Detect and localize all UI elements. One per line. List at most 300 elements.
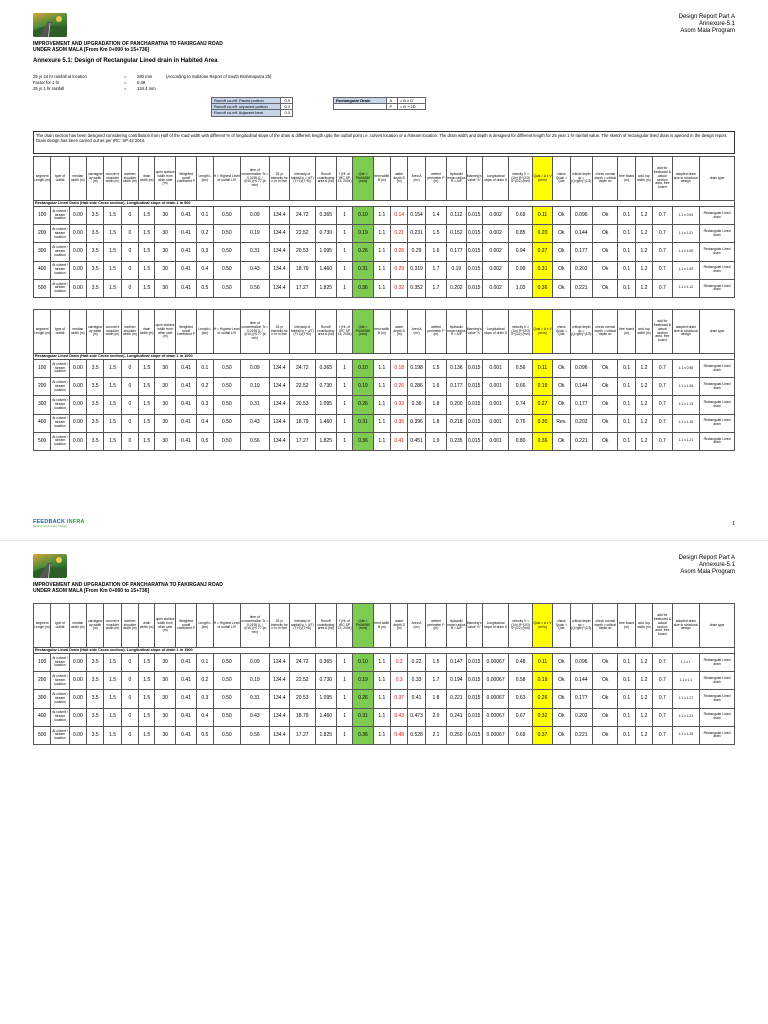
cell-highest-level: 0.50: [213, 396, 241, 414]
cell-intensity-25yr: 134.4: [269, 225, 289, 243]
cell-concrete-shoulder: 1.5: [104, 243, 121, 261]
table-row: [34, 690, 735, 708]
column-header-best-width: best width B (m): [373, 310, 390, 354]
cell-intensity-25yr: 134.4: [269, 432, 289, 450]
cell-critical-depth: 0.096: [570, 207, 592, 225]
column-header-adopted-size: adopted drain size in structural design: [672, 157, 700, 201]
report-header: [679, 14, 735, 36]
cell-best-width: 1.1: [373, 261, 390, 279]
project-line-2: UNDER ASOM MALA [From Km 0+000 to 15+736]: [33, 588, 150, 594]
column-header-qcal: Qcal = A x V (m³/s): [532, 157, 552, 201]
cell-velocity: 0.58: [509, 672, 532, 690]
header-line: Annexure-5.1: [698, 562, 735, 569]
formula-p-eq: = B + 2D: [397, 104, 425, 110]
cell-free-board: 0.1: [618, 261, 635, 279]
column-header-runoff-area: Runoff contributing area A (ha): [315, 310, 336, 354]
cell-velocity: 0.76: [509, 414, 532, 432]
table-row: [34, 414, 735, 432]
column-header-outfall-type: type of outfall: [51, 604, 69, 648]
cell-check-q: Ok: [553, 432, 570, 450]
cell-open-surface: 30: [155, 690, 175, 708]
cell-free-board: 0.1: [618, 207, 635, 225]
cell-water-depth: 0.2: [391, 654, 408, 672]
cell-carriageway-width: 3.5: [87, 432, 104, 450]
cell-segment-length: 300: [34, 690, 51, 708]
column-header-qcal: Qcal = A x V (m³/s): [532, 604, 552, 648]
cell-time-concentration: 0.31: [241, 690, 270, 708]
cell-hydraulic-radius: 0.241: [447, 708, 466, 726]
cell-qcal: 0.31: [532, 261, 552, 279]
cell-length-km: 0.4: [197, 261, 213, 279]
cell-manning-n: 0.015: [466, 432, 482, 450]
column-header-median-width: median width (m): [69, 604, 86, 648]
column-header-concrete-shoulder: concret e shoulder width (m): [104, 157, 121, 201]
cell-velocity: 0.69: [509, 207, 532, 225]
cell-earthen-shoulder: 0: [121, 261, 138, 279]
rainfall-1hr-eq: =: [124, 86, 127, 91]
cell-median-width: 0.00: [69, 396, 86, 414]
column-header-hydraulic-radius: hydraulic mean radius R = A/P: [447, 310, 466, 354]
column-header-free-board: free board (m): [618, 310, 635, 354]
cell-wetted-perimeter: 1.9: [425, 432, 446, 450]
cell-velocity: 1.03: [509, 279, 532, 297]
cell-long-slope: 0.00067: [482, 672, 509, 690]
column-header-drain-type: drain type: [700, 157, 735, 201]
cell-median-width: 0.00: [69, 207, 86, 225]
cell-area: 0.352: [408, 279, 425, 297]
cell-outfall-type: At culvert / stream location: [51, 414, 69, 432]
cell-segment-length: 500: [34, 432, 51, 450]
runoff-value: 0.3: [280, 110, 292, 116]
cell-f-factor: 1: [336, 378, 352, 396]
cell-highest-level: 0.50: [213, 690, 241, 708]
cell-outfall-type: At culvert / stream location: [51, 207, 69, 225]
cell-qcal: 0.11: [532, 360, 552, 378]
project-title: [33, 582, 223, 594]
cell-area: 0.41: [408, 690, 425, 708]
asom-mala-logo: [33, 13, 67, 37]
section-title: Rectangular Lined Drain (Hait side Cross section)- Longitudinal slope of drain 1 in 1500: [34, 648, 735, 654]
cell-long-slope: 0.00067: [482, 690, 509, 708]
column-header-drain-width: drain width (m): [139, 604, 155, 648]
cell-critical-depth: 0.177: [570, 396, 592, 414]
cell-qcal: 0.36: [532, 432, 552, 450]
cell-runoff-area: 0.365: [315, 360, 336, 378]
cell-open-surface: 30: [155, 243, 175, 261]
cell-time-concentration: 0.19: [241, 378, 270, 396]
cell-free-board: 0.1: [618, 690, 635, 708]
cell-check-depth: Ok: [592, 396, 618, 414]
table-header-row: [34, 604, 735, 648]
cell-runoff-coeff: 0.41: [175, 360, 196, 378]
cell-runoff-area: 1.825: [315, 726, 336, 744]
cell-add-top-width: 1.2: [635, 207, 652, 225]
cell-add-top-width: 1.2: [635, 708, 652, 726]
cell-free-board: 0.1: [618, 672, 635, 690]
cell-adopted-size: 1.1 x 1.12: [672, 279, 700, 297]
drain-design-table-1: [33, 156, 735, 298]
cell-length-km: 0.1: [197, 360, 213, 378]
cell-drain-type: Rectangular Lined drain: [700, 726, 735, 744]
cell-manning-n: 0.015: [466, 261, 482, 279]
cell-critical-depth: 0.144: [570, 378, 592, 396]
cell-qcal: 0.30: [532, 414, 552, 432]
cell-rainfall-intensity: 22.52: [290, 225, 316, 243]
cell-water-depth: 0.33: [391, 396, 408, 414]
cell-add-top-width: 1.2: [635, 654, 652, 672]
cell-free-board: 0.1: [618, 432, 635, 450]
cell-intensity-25yr: 134.4: [269, 243, 289, 261]
cell-qde: 0.36: [353, 726, 373, 744]
cell-qde: 0.31: [353, 414, 373, 432]
cell-length-km: 0.5: [197, 726, 213, 744]
cell-manning-n: 0.015: [466, 225, 482, 243]
cell-drain-type: Rectangular Lined drain: [700, 432, 735, 450]
cell-velocity: 0.85: [509, 225, 532, 243]
cell-open-surface: 30: [155, 726, 175, 744]
cell-runoff-coeff: 0.41: [175, 378, 196, 396]
cell-length-km: 0.1: [197, 654, 213, 672]
cell-best-width: 1.1: [373, 672, 390, 690]
column-header-qde: Qde = PIcAf/360 (m³/s): [353, 310, 373, 354]
cell-intensity-25yr: 134.4: [269, 726, 289, 744]
cell-water-depth: 0.14: [391, 207, 408, 225]
cell-outfall-type: At culvert / stream location: [51, 726, 69, 744]
cell-median-width: 0.00: [69, 243, 86, 261]
cell-time-concentration: 0.31: [241, 396, 270, 414]
table-row: [34, 243, 735, 261]
column-header-check-q: check Qcalc > Qde: [553, 157, 570, 201]
cell-open-surface: 30: [155, 396, 175, 414]
cell-manning-n: 0.015: [466, 396, 482, 414]
cell-qde: 0.19: [353, 672, 373, 690]
cell-drain-width: 1.5: [139, 396, 155, 414]
cell-free-board: 0.1: [618, 396, 635, 414]
cell-qde: 0.26: [353, 243, 373, 261]
cell-critical-depth: 0.096: [570, 360, 592, 378]
column-header-water-depth: water depth D (m): [391, 157, 408, 201]
cell-manning-n: 0.015: [466, 207, 482, 225]
cell-intensity-25yr: 134.4: [269, 414, 289, 432]
cell-concrete-shoulder: 1.5: [104, 261, 121, 279]
formula-p: P: [387, 104, 397, 110]
column-header-add-freeboard: add for freeboard & actual section area, free board: [653, 604, 672, 648]
cell-wetted-perimeter: 2.0: [425, 708, 446, 726]
column-header-check-depth: check normal depth > critical depth dc: [592, 604, 618, 648]
cell-intensity-25yr: 134.4: [269, 261, 289, 279]
cell-earthen-shoulder: 0: [121, 690, 138, 708]
cell-highest-level: 0.50: [213, 243, 241, 261]
cell-carriageway-width: 3.5: [87, 672, 104, 690]
cell-intensity-25yr: 134.4: [269, 654, 289, 672]
cell-carriageway-width: 3.5: [87, 378, 104, 396]
cell-check-q: Ok: [553, 654, 570, 672]
cell-hydraulic-radius: 0.136: [447, 360, 466, 378]
column-header-manning-n: Manning's value "n": [466, 604, 482, 648]
column-header-wetted-perimeter: wetted perimeter P (m): [425, 604, 446, 648]
brand-tagline: Building Communities Globally: [33, 525, 67, 528]
cell-length-km: 0.3: [197, 396, 213, 414]
cell-qcal: 0.19: [532, 378, 552, 396]
feedback-infra-logo: [33, 519, 85, 528]
cell-median-width: 0.00: [69, 360, 86, 378]
cell-qcal: 0.32: [532, 708, 552, 726]
column-header-concrete-shoulder: concret e shoulder width (m): [104, 310, 121, 354]
cell-length-km: 0.2: [197, 672, 213, 690]
cell-segment-length: 500: [34, 726, 51, 744]
cell-earthen-shoulder: 0: [121, 708, 138, 726]
cell-drain-width: 1.5: [139, 414, 155, 432]
design-note-paragraph: The drain section has been designed considering contribution from Half of the road width with different % of longitudinal slope of the drain & different length upto the outfall point i.e. culvert location or a /stream location. The drain width and depth is designed for different length for 25 year 1 hr rainfall value. The sketch of rectangular lined drain is apecied in the design report. Drain design has been carried out as per IRC: SP:42:2014.: [33, 131, 735, 154]
column-header-long-slope: Longitudinal slope of drain S: [482, 604, 509, 648]
cell-velocity: 0.63: [509, 690, 532, 708]
cell-carriageway-width: 3.5: [87, 207, 104, 225]
cell-time-concentration: 0.19: [241, 225, 270, 243]
column-header-critical-depth: critical depth dc = (Q²/gB²)^(1/3): [570, 310, 592, 354]
cell-qde: 0.26: [353, 396, 373, 414]
cell-median-width: 0.00: [69, 672, 86, 690]
cell-adopted-size: 1.1 x 1: [672, 654, 700, 672]
cell-runoff-area: 1.460: [315, 708, 336, 726]
cell-f-factor: 1: [336, 396, 352, 414]
cell-hydraulic-radius: 0.152: [447, 225, 466, 243]
cell-earthen-shoulder: 0: [121, 414, 138, 432]
column-header-outfall-type: type of outfall: [51, 157, 69, 201]
cell-highest-level: 0.50: [213, 654, 241, 672]
cell-highest-level: 0.50: [213, 414, 241, 432]
cell-long-slope: 0.00067: [482, 654, 509, 672]
cell-earthen-shoulder: 0: [121, 360, 138, 378]
cell-add-freeboard: 0.7: [653, 243, 672, 261]
table-row: [34, 708, 735, 726]
cell-rainfall-intensity: 18.79: [290, 708, 316, 726]
cell-add-top-width: 1.2: [635, 243, 652, 261]
cell-add-freeboard: 0.7: [653, 360, 672, 378]
cell-open-surface: 30: [155, 279, 175, 297]
cell-drain-type: Rectangular Lined drain: [700, 207, 735, 225]
column-header-rainfall-intensity: Intensity of rainfall Ic = (i/T)(T+1)/(T+tc): [290, 157, 316, 201]
column-header-length-km: Length L (km): [197, 310, 213, 354]
cell-best-width: 1.1: [373, 654, 390, 672]
cell-runoff-area: 1.460: [315, 261, 336, 279]
cell-drain-type: Rectangular Lined drain: [700, 414, 735, 432]
header-line: Design Report Part A: [678, 555, 735, 561]
cell-free-board: 0.1: [618, 726, 635, 744]
column-header-qde: Qde = PIcAf/360 (m³/s): [353, 604, 373, 648]
cell-long-slope: 0.001: [482, 378, 509, 396]
cell-open-surface: 30: [155, 672, 175, 690]
cell-manning-n: 0.015: [466, 243, 482, 261]
column-header-f-factor: f (Ht. of IRC SP 13, 2004): [336, 310, 352, 354]
column-header-long-slope: Longitudinal slope of drain S: [482, 310, 509, 354]
cell-adopted-size: 1.1 x 1.13: [672, 396, 700, 414]
cell-f-factor: 1: [336, 360, 352, 378]
header-line: Design Report Part A: [678, 14, 735, 20]
runoff-label: Runoff co-eff. Paved portion: [212, 98, 281, 104]
cell-concrete-shoulder: 1.5: [104, 279, 121, 297]
cell-velocity: 0.48: [509, 654, 532, 672]
cell-runoff-coeff: 0.41: [175, 432, 196, 450]
cell-qde: 0.10: [353, 360, 373, 378]
cell-wetted-perimeter: 1.8: [425, 414, 446, 432]
cell-outfall-type: At culvert / stream location: [51, 396, 69, 414]
section-title: Rectangular Lined Drain (Hait side Cross section)- Longitudinal slope of drain 1 in 500: [34, 201, 735, 207]
cell-carriageway-width: 3.5: [87, 396, 104, 414]
cell-carriageway-width: 3.5: [87, 690, 104, 708]
cell-runoff-coeff: 0.41: [175, 279, 196, 297]
column-header-runoff-coeff: Weighted runoff coefficient P: [175, 604, 196, 648]
cell-time-concentration: 0.43: [241, 414, 270, 432]
cell-best-width: 1.1: [373, 279, 390, 297]
cell-concrete-shoulder: 1.5: [104, 690, 121, 708]
cell-intensity-25yr: 134.4: [269, 378, 289, 396]
column-header-check-q: check Qcalc > Qde: [553, 310, 570, 354]
cell-drain-width: 1.5: [139, 279, 155, 297]
cell-outfall-type: At culvert / stream location: [51, 360, 69, 378]
cell-rainfall-intensity: 24.72: [290, 654, 316, 672]
cell-water-depth: 0.41: [391, 432, 408, 450]
cell-check-depth: Ok: [592, 708, 618, 726]
cell-highest-level: 0.50: [213, 726, 241, 744]
cell-water-depth: 0.26: [391, 243, 408, 261]
column-header-check-depth: check normal depth > critical depth dc: [592, 157, 618, 201]
cell-check-q: Ok: [553, 726, 570, 744]
cell-add-top-width: 1.2: [635, 396, 652, 414]
column-header-area: Area A (m²): [408, 157, 425, 201]
cell-rainfall-intensity: 20.53: [290, 690, 316, 708]
cell-outfall-type: At culvert / stream location: [51, 690, 69, 708]
column-header-open-surface: open surface width from other side (m): [155, 157, 175, 201]
cell-concrete-shoulder: 1.5: [104, 207, 121, 225]
cell-water-depth: 0.26: [391, 378, 408, 396]
cell-f-factor: 1: [336, 690, 352, 708]
cell-area: 0.29: [408, 243, 425, 261]
cell-adopted-size: 1.1 x 1.01: [672, 225, 700, 243]
cell-wetted-perimeter: 1.7: [425, 672, 446, 690]
column-header-drain-type: drain type: [700, 604, 735, 648]
cell-segment-length: 200: [34, 225, 51, 243]
header-line: Annexure-5.1: [698, 21, 735, 28]
brand-suffix: INFRA: [66, 519, 85, 525]
column-header-velocity: velocity V = (1/n) R^(2/3) S^(1/2) (m/s): [509, 310, 532, 354]
cell-segment-length: 200: [34, 672, 51, 690]
cell-long-slope: 0.002: [482, 261, 509, 279]
cell-median-width: 0.00: [69, 726, 86, 744]
cell-concrete-shoulder: 1.5: [104, 378, 121, 396]
cell-f-factor: 1: [336, 726, 352, 744]
cell-critical-depth: 0.202: [570, 414, 592, 432]
cell-critical-depth: 0.202: [570, 261, 592, 279]
cell-outfall-type: At culvert / stream location: [51, 654, 69, 672]
cell-rainfall-intensity: 22.52: [290, 378, 316, 396]
cell-water-depth: 0.3: [391, 672, 408, 690]
cell-runoff-coeff: 0.41: [175, 672, 196, 690]
cell-drain-width: 1.5: [139, 360, 155, 378]
cell-drain-width: 1.5: [139, 690, 155, 708]
cell-add-top-width: 1.2: [635, 414, 652, 432]
cell-carriageway-width: 3.5: [87, 414, 104, 432]
cell-outfall-type: At culvert / stream location: [51, 672, 69, 690]
cell-highest-level: 0.50: [213, 672, 241, 690]
cell-open-surface: 30: [155, 207, 175, 225]
cell-free-board: 0.1: [618, 708, 635, 726]
cell-drain-width: 1.5: [139, 225, 155, 243]
cell-median-width: 0.00: [69, 690, 86, 708]
cell-long-slope: 0.002: [482, 225, 509, 243]
cell-check-depth: Ok: [592, 360, 618, 378]
cell-median-width: 0.00: [69, 414, 86, 432]
cell-median-width: 0.00: [69, 261, 86, 279]
cell-length-km: 0.4: [197, 708, 213, 726]
header-line: Asom Mala Program: [680, 569, 735, 576]
factor-eq: =: [124, 80, 127, 85]
cell-check-q: Rev.: [553, 414, 570, 432]
cell-runoff-coeff: 0.41: [175, 261, 196, 279]
cell-intensity-25yr: 134.4: [269, 708, 289, 726]
column-header-hydraulic-radius: hydraulic mean radius R = A/P: [447, 604, 466, 648]
column-header-open-surface: open surface width from other side (m): [155, 604, 175, 648]
cell-time-concentration: 0.09: [241, 207, 270, 225]
project-line-2: UNDER ASOM MALA [From Km 0+000 to 15+736]: [33, 47, 150, 53]
cell-add-top-width: 1.2: [635, 261, 652, 279]
column-header-area: Area A (m²): [408, 310, 425, 354]
column-header-add-freeboard: add for freeboard & actual section area, free board: [653, 310, 672, 354]
cell-median-width: 0.00: [69, 225, 86, 243]
cell-add-freeboard: 0.7: [653, 726, 672, 744]
cell-rainfall-intensity: 20.53: [290, 243, 316, 261]
cell-manning-n: 0.015: [466, 726, 482, 744]
cell-drain-width: 1.5: [139, 378, 155, 396]
column-header-drain-type: drain type: [700, 310, 735, 354]
column-header-carriageway-width: carriagew ay width (m): [87, 604, 104, 648]
column-header-add-top-width: add. top width (m): [635, 310, 652, 354]
cell-time-concentration: 0.09: [241, 654, 270, 672]
rect-drain-label: Rectangular Drain: [334, 98, 387, 104]
cell-add-freeboard: 0.7: [653, 225, 672, 243]
cell-intensity-25yr: 134.4: [269, 207, 289, 225]
cell-earthen-shoulder: 0: [121, 243, 138, 261]
cell-highest-level: 0.50: [213, 708, 241, 726]
cell-highest-level: 0.50: [213, 378, 241, 396]
column-header-critical-depth: critical depth dc = (Q²/gB²)^(1/3): [570, 157, 592, 201]
cell-rainfall-intensity: 17.27: [290, 432, 316, 450]
cell-runoff-coeff: 0.41: [175, 654, 196, 672]
cell-critical-depth: 0.144: [570, 672, 592, 690]
cell-outfall-type: At culvert / stream location: [51, 378, 69, 396]
cell-earthen-shoulder: 0: [121, 432, 138, 450]
cell-area: 0.451: [408, 432, 425, 450]
cell-best-width: 1.1: [373, 243, 390, 261]
cell-rainfall-intensity: 18.79: [290, 261, 316, 279]
cell-adopted-size: 1.1 x 1.16: [672, 414, 700, 432]
cell-qcal: 0.27: [532, 243, 552, 261]
cell-long-slope: 0.00067: [482, 726, 509, 744]
cell-check-q: Ok: [553, 378, 570, 396]
cell-add-freeboard: 0.7: [653, 207, 672, 225]
cell-area: 0.36: [408, 396, 425, 414]
cell-qde: 0.31: [353, 261, 373, 279]
cell-add-top-width: 1.2: [635, 279, 652, 297]
cell-long-slope: 0.002: [482, 207, 509, 225]
cell-runoff-area: 0.365: [315, 207, 336, 225]
cell-check-q: Ok: [553, 279, 570, 297]
cell-earthen-shoulder: 0: [121, 279, 138, 297]
cell-length-km: 0.2: [197, 378, 213, 396]
cell-add-top-width: 1.2: [635, 726, 652, 744]
cell-concrete-shoulder: 1.5: [104, 225, 121, 243]
runoff-label: Runoff co-eff. Adjacent land: [212, 110, 281, 116]
cell-add-freeboard: 0.7: [653, 672, 672, 690]
